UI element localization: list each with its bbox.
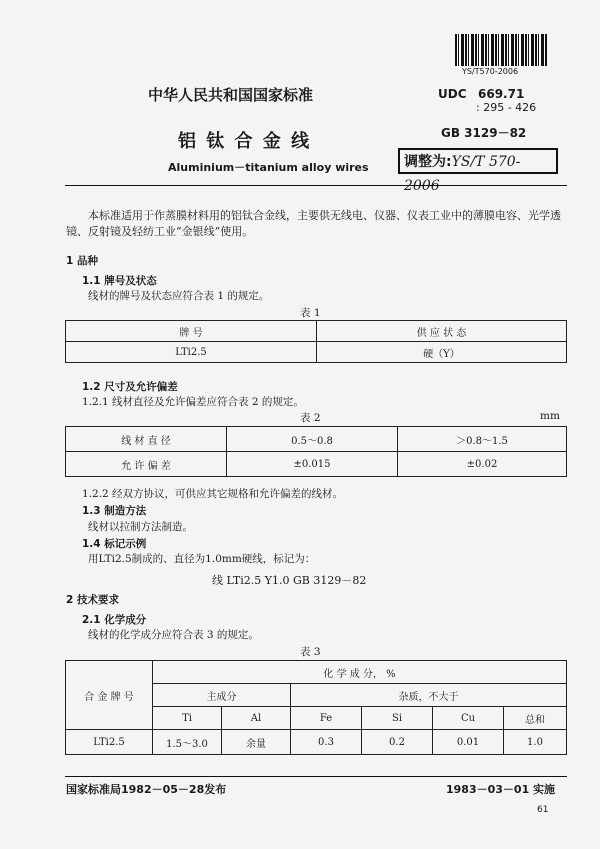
table3-header-impurity: 杂质，不大于 — [291, 684, 567, 707]
section-1-1-text: 线材的牌号及状态应符合表 1 的规定。 — [88, 290, 270, 302]
issued-date: 国家标准局1982－05－28发布 — [66, 783, 227, 796]
section-1-2-2-text: 1.2.2 经双方协议，可供应其它规格和允许偏差的线材。 — [82, 488, 344, 500]
barcode-label: YS/T570-2006 — [462, 67, 519, 76]
section-1-1-title: 1.1 牌号及状态 — [82, 275, 157, 287]
table1-cell-grade: LTi2.5 — [66, 342, 317, 363]
intro-paragraph: 本标准适用于作蒸膜材料用的铝钛合金线，主要供无线电、仪器、仪表工业中的薄膜电容、光学透镜、反射镜及轻纺工业“金银线”使用。 — [66, 209, 561, 238]
title-en: Aluminium－titanium alloy wires — [168, 161, 369, 174]
table-1 — [65, 320, 567, 363]
table2-cell-d1: 0.5～0.8 — [227, 427, 398, 452]
section-1-3-title: 1.3 制造方法 — [82, 505, 147, 517]
header-rule — [65, 185, 567, 186]
table3-cell-si: 0.2 — [362, 730, 433, 755]
table3-col-ti: Ti — [153, 707, 222, 730]
table3-cell-fe: 0.3 — [291, 730, 362, 755]
national-standard-heading: 中华人民共和国国家标准 — [148, 86, 314, 104]
section-1-title: 1 品种 — [66, 255, 98, 267]
stamp — [398, 148, 558, 194]
table2-cell-t1: ±0.015 — [227, 452, 398, 477]
table3-cell-cu: 0.01 — [433, 730, 504, 755]
section-1-3-text: 线材以拉制方法制造。 — [88, 521, 193, 533]
udc-prefix: UDC — [438, 87, 467, 101]
table3-header-chem: 化 学 成 分， % — [153, 661, 567, 684]
table3-col-total: 总和 — [504, 707, 567, 730]
marking-example: 线 LTi2.5 Y1.0 GB 3129－82 — [212, 574, 367, 587]
table3-cell-ti: 1.5～3.0 — [153, 730, 222, 755]
table-3 — [65, 660, 567, 755]
table3-cell-grade: LTi2.5 — [66, 730, 153, 755]
table2-label-tolerance: 允 许 偏 差 — [66, 452, 227, 477]
stamp-value: YS/T 570-2006 — [404, 154, 521, 194]
table3-col-fe: Fe — [291, 707, 362, 730]
footer-rule — [65, 776, 567, 777]
title-cn: 铝 钛 合 金 线 — [178, 131, 312, 152]
table2-unit: mm — [540, 410, 560, 422]
table3-cell-total: 1.0 — [504, 730, 567, 755]
udc-line1: 669.71 — [478, 87, 525, 101]
section-1-2-1-text: 1.2.1 线材直径及允许偏差应符合表 2 的规定。 — [82, 396, 304, 408]
table3-col-si: Si — [362, 707, 433, 730]
table-2 — [65, 426, 567, 477]
effective-date: 1983－03－01 实施 — [446, 783, 556, 796]
table1-caption: 表 1 — [300, 307, 321, 319]
table3-caption: 表 3 — [300, 646, 321, 658]
section-2-title: 2 技术要求 — [66, 594, 119, 606]
table3-col-cu: Cu — [433, 707, 504, 730]
udc-line2: : 295 - 426 — [476, 101, 537, 114]
section-2-1-text: 线材的化学成分应符合表 3 的规定。 — [88, 629, 259, 641]
table2-label-diameter: 线 材 直 径 — [66, 427, 227, 452]
section-2-1-title: 2.1 化学成分 — [82, 614, 147, 626]
section-1-4-text: 用LTi2.5制成的、直径为1.0mm硬线，标记为： — [88, 553, 316, 565]
gb-code: GB 3129－82 — [441, 126, 527, 140]
table1-cell-state: 硬（Y） — [317, 342, 567, 363]
table1-header-state: 供 应 状 态 — [317, 321, 567, 342]
section-1-2-title: 1.2 尺寸及允许偏差 — [82, 381, 178, 393]
table2-caption: 表 2 — [300, 412, 321, 424]
stamp-label: 调整为: — [404, 154, 452, 170]
barcode — [455, 34, 547, 66]
page-number: 61 — [537, 805, 549, 815]
table3-cell-al: 余量 — [222, 730, 291, 755]
table3-header-main: 主成分 — [153, 684, 291, 707]
table3-header-alloy: 合 金 牌 号 — [66, 661, 153, 730]
section-1-4-title: 1.4 标记示例 — [82, 538, 147, 550]
table3-col-al: Al — [222, 707, 291, 730]
table2-cell-d2: ＞0.8～1.5 — [398, 427, 567, 452]
table1-header-grade: 牌 号 — [66, 321, 317, 342]
table2-cell-t2: ±0.02 — [398, 452, 567, 477]
